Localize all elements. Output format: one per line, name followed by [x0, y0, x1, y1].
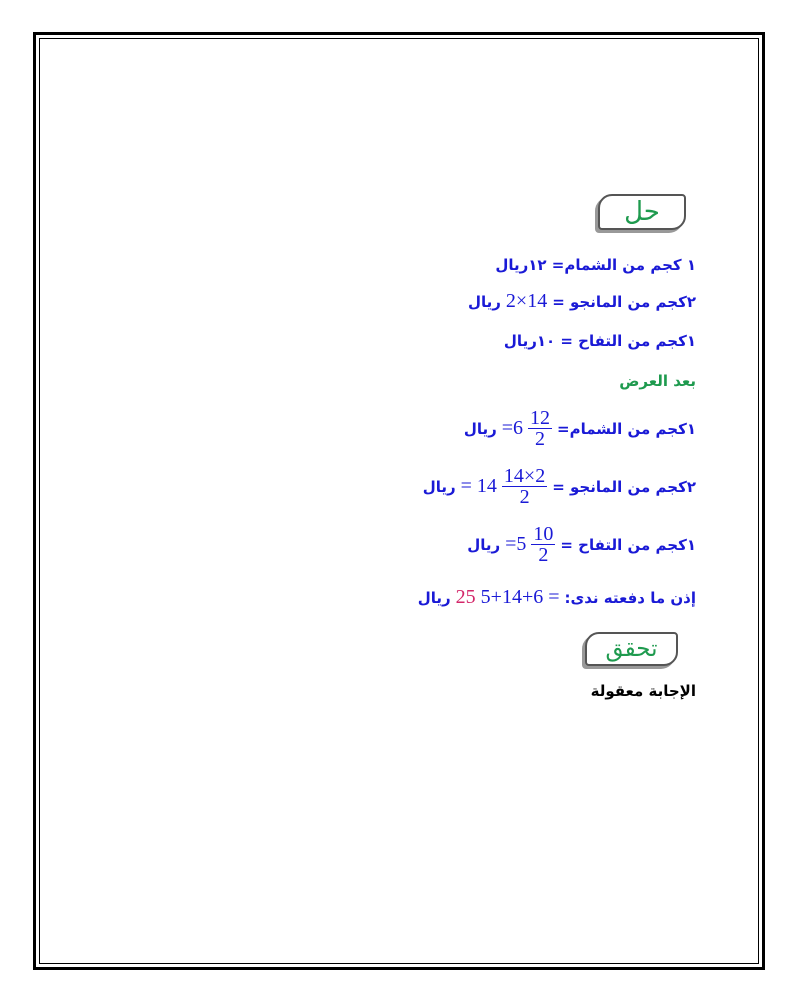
apple-offer-result: =5 [505, 533, 527, 555]
line-total [418, 586, 696, 609]
total-expr: 5+14+6 = [480, 586, 560, 608]
solve-badge-label: حل [624, 197, 660, 227]
solve-badge [598, 194, 686, 230]
melon-fraction-numerator: 12 [530, 407, 551, 429]
verify-badge-label: تحقق [605, 636, 658, 662]
line-melon-price [495, 256, 696, 274]
line-apple-offer [467, 524, 696, 565]
line-apple-price [504, 332, 696, 350]
total-value: 25 [455, 586, 476, 608]
apple-fraction-denominator: 2 [538, 544, 549, 566]
apple-offer-unit: ريال [467, 535, 501, 554]
after-offer-heading [619, 372, 696, 390]
line-mango-offer [423, 466, 696, 507]
conclusion-line [591, 682, 696, 700]
melon-fraction [528, 408, 552, 449]
line-melon-offer [464, 408, 696, 449]
line-melon-offer-label: ١كجم من الشمام= [557, 419, 696, 438]
melon-offer-unit: ريال [463, 419, 497, 438]
line-apple-offer-label: ١كجم من التفاح = [560, 535, 696, 554]
melon-fraction-denominator: 2 [535, 428, 546, 450]
mango-offer-unit: ريال [422, 477, 456, 496]
after-offer-text: بعد العرض [619, 372, 696, 390]
mango-fraction-numerator: 14×2 [503, 465, 546, 487]
mango-offer-result: = 14 [460, 475, 497, 497]
mango-fraction-denominator: 2 [519, 486, 530, 508]
melon-offer-result: =6 [501, 417, 524, 439]
mango-fraction [502, 466, 547, 507]
total-label: إذن ما دفعته ندى: [564, 588, 696, 607]
line-mango-unit: ريال [468, 292, 501, 311]
line-apple-price-text: ١كجم من التفاح = ١٠ريال [503, 332, 696, 350]
line-mango-expr: 2×14 [505, 290, 548, 312]
line-mango-label: ٢كجم من المانجو = [552, 292, 696, 311]
apple-fraction-numerator: 10 [533, 523, 554, 545]
line-mango-price [468, 290, 696, 313]
line-mango-offer-label: ٢كجم من المانجو = [552, 477, 696, 496]
conclusion-text: الإجابة معقولة [590, 682, 696, 700]
verify-badge [585, 632, 678, 666]
line-melon-price-text: ١ كجم من الشمام= ١٢ريال [495, 256, 696, 274]
total-unit: ريال [417, 588, 451, 607]
apple-fraction [531, 524, 555, 565]
